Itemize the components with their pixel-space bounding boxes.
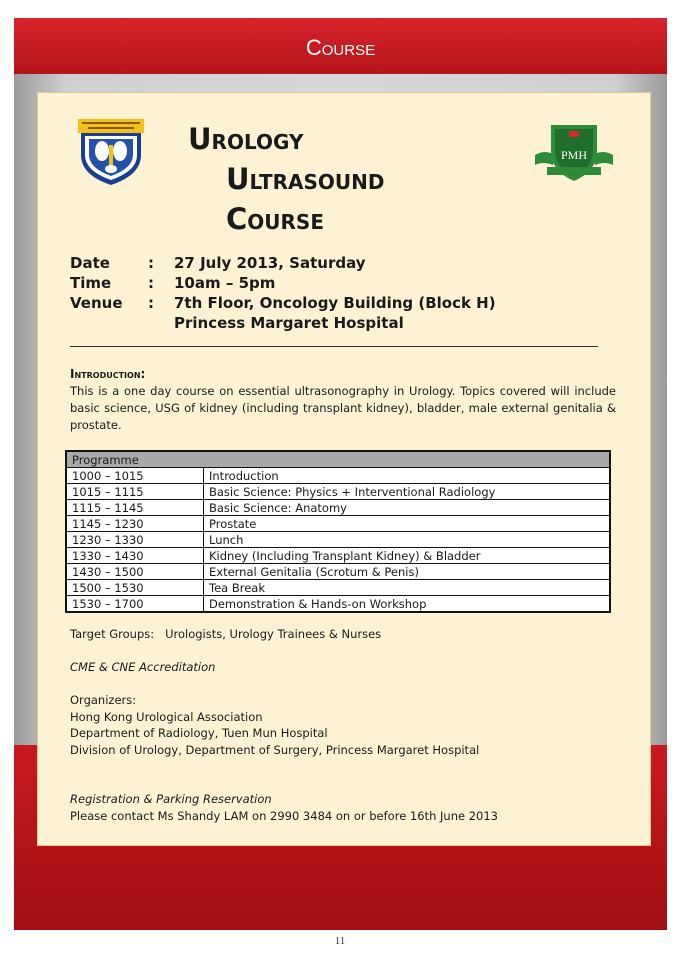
course-flyer xyxy=(37,92,651,846)
introduction-heading: Introduction: xyxy=(70,367,146,381)
session-time: 1430 – 1500 xyxy=(66,564,204,580)
date-label: Date xyxy=(70,254,110,272)
time-value: 10am – 5pm xyxy=(174,274,276,292)
venue-colon-blank xyxy=(148,313,174,333)
target-groups-value: Urologists, Urology Trainees & Nurses xyxy=(165,627,382,641)
page-number: 11 xyxy=(334,935,346,947)
session-topic: Kidney (Including Transplant Kidney) & Bladder xyxy=(204,548,611,564)
session-time: 1145 – 1230 xyxy=(66,516,204,532)
session-topic: External Genitalia (Scrotum & Penis) xyxy=(204,564,611,580)
course-title-line-3: Course xyxy=(226,202,324,236)
venue-label: Venue xyxy=(70,294,123,312)
session-topic: Basic Science: Physics + Interventional Radiology xyxy=(204,484,611,500)
session-topic: Lunch xyxy=(204,532,611,548)
course-title xyxy=(188,119,385,239)
session-time: 1530 – 1700 xyxy=(66,596,204,613)
time-row xyxy=(70,273,496,293)
target-groups-label: Target Groups: xyxy=(70,627,155,641)
organizer-item: Hong Kong Urological Association xyxy=(70,709,263,724)
table-row xyxy=(66,548,610,564)
organizer-item: Division of Urology, Department of Surgery, Princess Margaret Hospital xyxy=(70,742,480,757)
venue-hospital: Princess Margaret Hospital xyxy=(174,314,404,332)
session-topic: Introduction xyxy=(204,468,611,484)
session-topic: Prostate xyxy=(204,516,611,532)
session-time: 1115 – 1145 xyxy=(66,500,204,516)
venue-row-2 xyxy=(70,313,496,333)
header-title: Course xyxy=(305,35,376,60)
course-title-line-2: Ultrasound xyxy=(226,162,385,196)
accreditation: CME & CNE Accreditation xyxy=(70,660,216,674)
table-row xyxy=(66,500,610,516)
introduction-text: This is a one day course on essential ultrasonography in Urology. Topics covered will include basic science, USG of kidney (including transplant kidney), bladder, male external genitalia & prostate. xyxy=(70,384,616,432)
venue-row xyxy=(70,293,496,313)
registration xyxy=(70,791,498,824)
venue-value: 7th Floor, Oncology Building (Block H) xyxy=(174,294,496,312)
course-title-line-1: Urology xyxy=(188,122,304,156)
organizers xyxy=(70,692,479,758)
organizer-item: Department of Radiology, Tuen Mun Hospital xyxy=(70,726,328,740)
target-groups xyxy=(70,626,381,643)
table-row xyxy=(66,484,610,500)
table-row xyxy=(66,580,610,596)
association-crest-logo xyxy=(78,119,144,185)
table-row xyxy=(66,532,610,548)
session-time: 1000 – 1015 xyxy=(66,468,204,484)
date-colon: : xyxy=(148,254,154,272)
session-topic: Demonstration & Hands-on Workshop xyxy=(204,596,611,613)
time-label: Time xyxy=(70,274,112,292)
venue-label-blank xyxy=(70,313,148,333)
date-row xyxy=(70,253,496,273)
session-topic: Tea Break xyxy=(204,580,611,596)
organizers-label: Organizers: xyxy=(70,693,137,707)
table-row xyxy=(66,564,610,580)
registration-text: Please contact Ms Shandy LAM on 2990 3484 on or before 16th June 2013 xyxy=(70,808,498,823)
venue-colon: : xyxy=(148,294,154,312)
svg-text:PMH: PMH xyxy=(560,148,588,162)
session-topic: Basic Science: Anatomy xyxy=(204,500,611,516)
page-header xyxy=(14,18,667,74)
programme-table xyxy=(65,450,611,613)
table-row xyxy=(66,468,610,484)
hospital-crest-logo xyxy=(533,121,615,183)
course-details xyxy=(70,253,496,333)
programme-header: Programme xyxy=(66,451,610,468)
table-row xyxy=(66,516,610,532)
registration-heading: Registration & Parking Reservation xyxy=(70,792,272,806)
session-time: 1230 – 1330 xyxy=(66,532,204,548)
session-time: 1015 – 1115 xyxy=(66,484,204,500)
date-value: 27 July 2013, Saturday xyxy=(174,254,366,272)
session-time: 1500 – 1530 xyxy=(66,580,204,596)
time-colon: : xyxy=(148,274,154,292)
table-row xyxy=(66,596,610,613)
divider-line xyxy=(70,346,598,347)
programme-header-row xyxy=(66,451,610,468)
session-time: 1330 – 1430 xyxy=(66,548,204,564)
